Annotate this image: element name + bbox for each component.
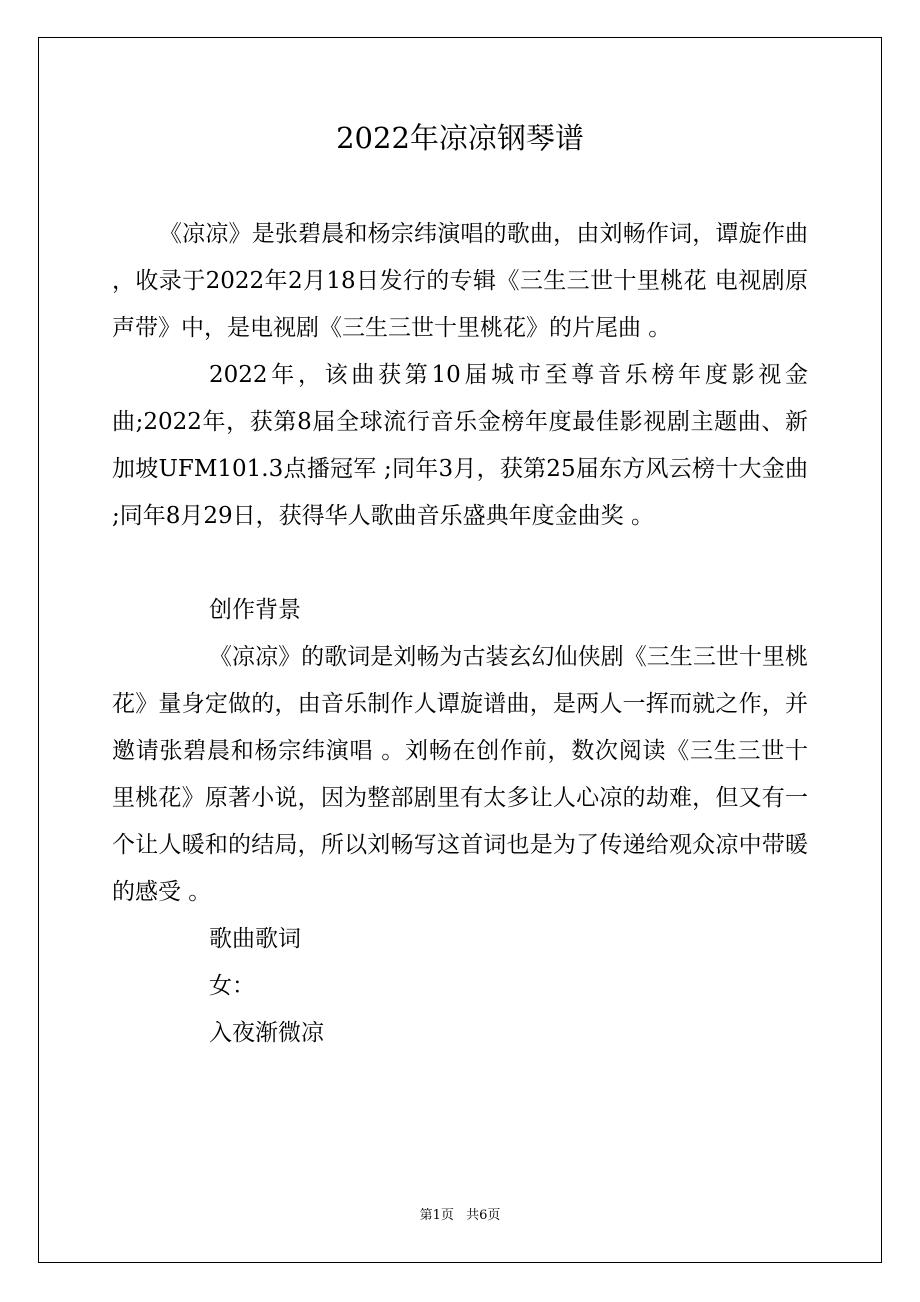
background-heading: 创作背景: [209, 597, 301, 623]
awards-paragraph: 2022年，该曲获第10届城市至尊音乐榜年度影视金曲;2022年，获第8届全球流行音乐金榜年度最佳影视剧主题曲、新加坡UFM101.3点播冠军 ;同年3月，获第25届东方风云榜十大金曲 ;同年8月29日，获得华人歌曲音乐盛典年度金曲奖 。: [112, 362, 808, 529]
blank-line: [112, 540, 808, 587]
background-paragraph: 《凉凉》的歌词是刘畅为古装玄幻仙侠剧《三生三世十里桃花》量身定做的，由音乐制作人谭旋谱曲，是两人一挥而就之作，并邀请张碧晨和杨宗纬演唱 。刘畅在创作前，数次阅读《三生三世十里桃花》原著小说，因为整部剧里有太多让人心凉的劫难，但又有一个让人暖和的结局，所以刘畅写这首词也是为了传递给观众凉中带暖的感受 。: [112, 644, 808, 905]
lyrics-singer-label: 女：: [209, 973, 255, 999]
document-title: 2022年凉凉钢琴谱: [336, 121, 584, 155]
lyrics-line: 入夜渐微凉: [209, 1020, 324, 1046]
page-footer: [0, 1206, 920, 1226]
intro-paragraph: 《凉凉》是张碧晨和杨宗纬演唱的歌曲，由刘畅作词，谭旋作曲 ，收录于2022年2月18日发行的专辑《三生三世十里桃花 电视剧原声带》中，是电视剧《三生三世十里桃花》的片尾曲 。: [112, 221, 808, 341]
lyrics-heading: 歌曲歌词: [209, 926, 301, 952]
document-body: [112, 211, 808, 1057]
page-number-current: 第1页: [419, 1208, 454, 1223]
page-number-total: 共6页: [466, 1208, 501, 1223]
